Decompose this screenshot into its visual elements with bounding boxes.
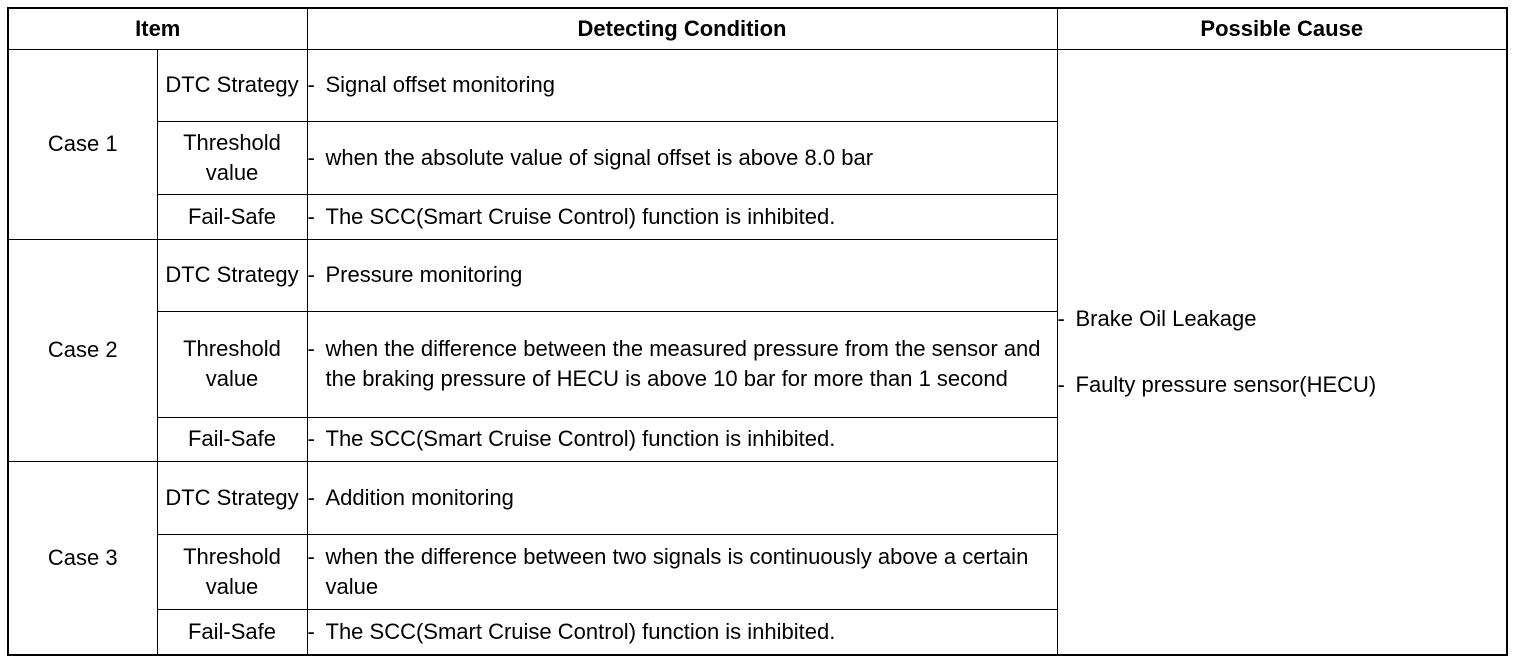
threshold-value: - when the difference between two signals is continuously above a certain value — [307, 534, 1057, 609]
header-detecting-condition: Detecting Condition — [307, 8, 1057, 49]
possible-cause-item: - Brake Oil Leakage — [1057, 305, 1257, 331]
fail-safe-value: - The SCC(Smart Cruise Control) function is inhibited. — [307, 194, 1057, 239]
table-row — [8, 49, 1507, 121]
header-possible-cause: Possible Cause — [1057, 8, 1507, 49]
case-2-label: Case 2 — [8, 239, 157, 461]
dtc-table — [7, 7, 1508, 656]
threshold-value: - when the absolute value of signal offset is above 8.0 bar — [307, 121, 1057, 194]
threshold-value: - when the difference between the measured pressure from the sensor and the braking pressure of HECU is above 10 bar for more than 1 second — [307, 311, 1057, 417]
dtc-strategy-label: DTC Strategy — [157, 49, 307, 121]
fail-safe-value: - The SCC(Smart Cruise Control) function is inhibited. — [307, 417, 1057, 461]
possible-cause-cell — [1057, 49, 1507, 655]
dtc-strategy-label: DTC Strategy — [157, 461, 307, 534]
dtc-strategy-value: - Addition monitoring — [307, 461, 1057, 534]
header-row — [8, 8, 1507, 49]
header-item: Item — [8, 8, 307, 49]
fail-safe-value: - The SCC(Smart Cruise Control) function is inhibited. — [307, 609, 1057, 655]
dtc-strategy-value: - Pressure monitoring — [307, 239, 1057, 311]
possible-cause-item: - Faulty pressure sensor(HECU) — [1057, 371, 1377, 397]
dtc-strategy-label: DTC Strategy — [157, 239, 307, 311]
fail-safe-label: Fail-Safe — [157, 417, 307, 461]
fail-safe-label: Fail-Safe — [157, 194, 307, 239]
dtc-strategy-value: - Signal offset monitoring — [307, 49, 1057, 121]
threshold-label: Threshold value — [157, 311, 307, 417]
case-1-label: Case 1 — [8, 49, 157, 239]
case-3-label: Case 3 — [8, 461, 157, 655]
threshold-label: Threshold value — [157, 121, 307, 194]
fail-safe-label: Fail-Safe — [157, 609, 307, 655]
threshold-label: Threshold value — [157, 534, 307, 609]
